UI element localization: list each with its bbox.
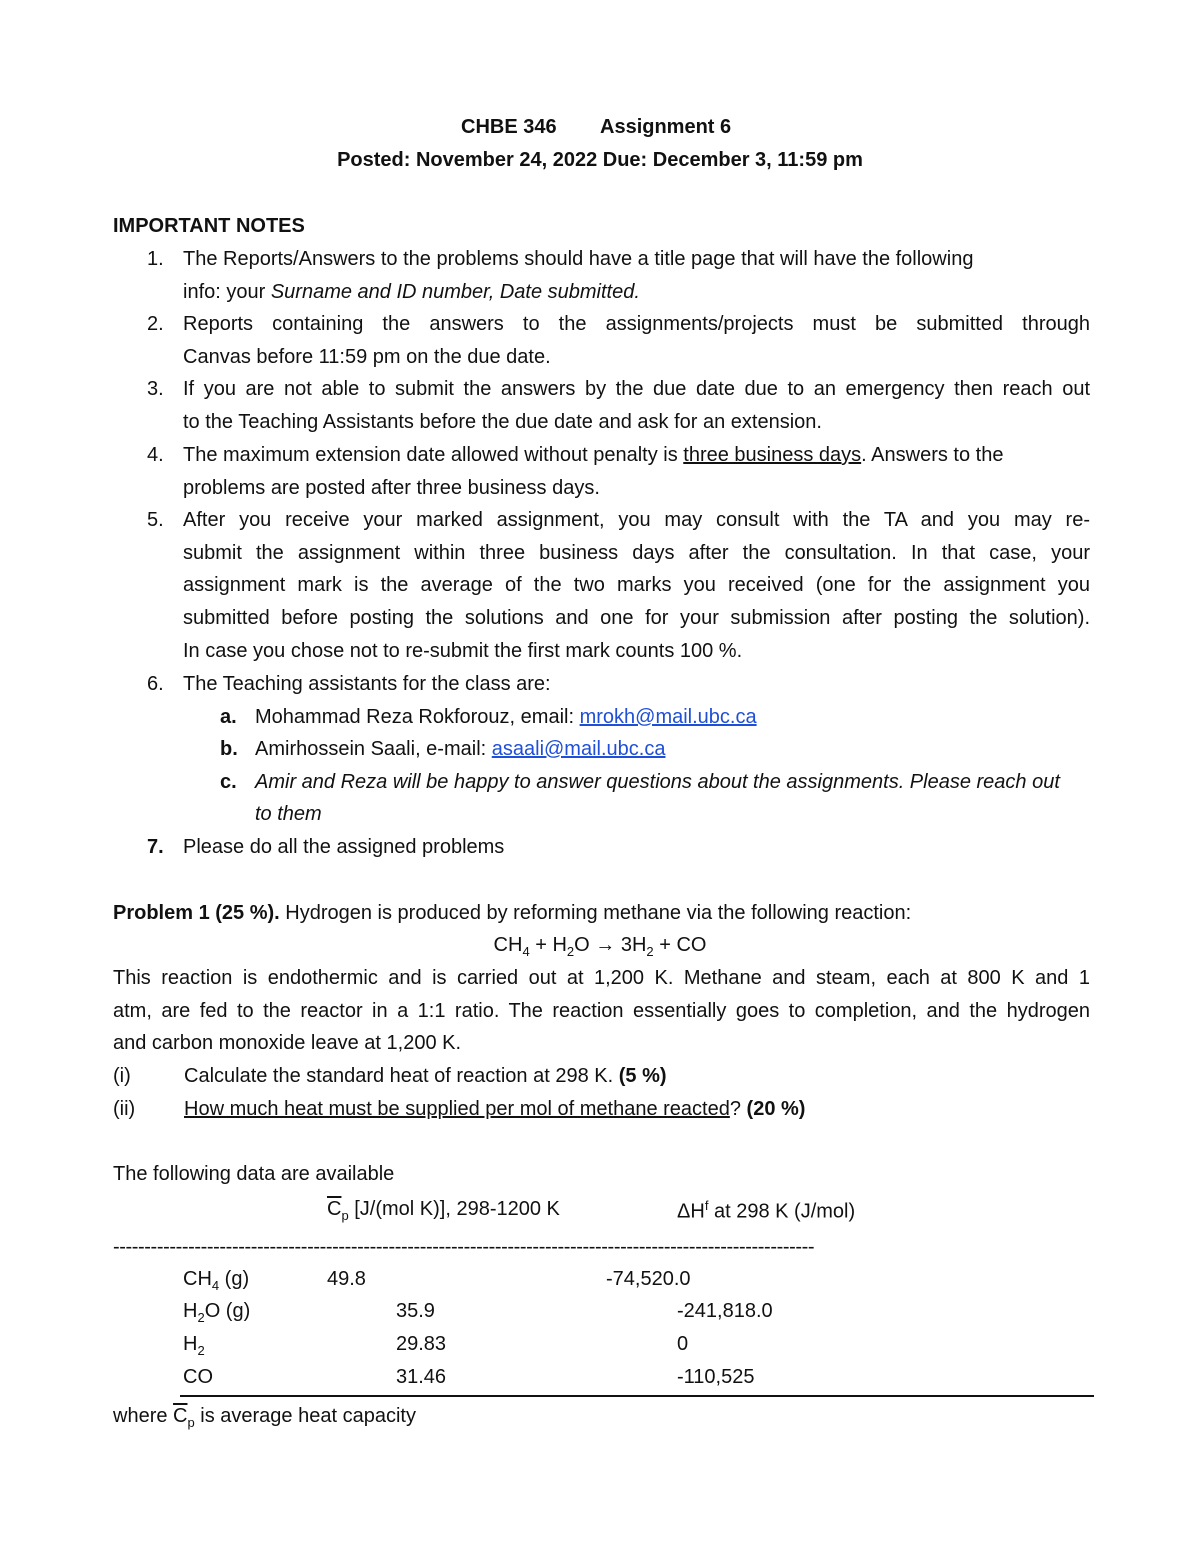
where-cp-sub: p — [187, 1415, 195, 1430]
cp-symbol: $\overline{C}$ — [327, 1198, 342, 1220]
dh-symbol: ΔH — [677, 1200, 705, 1223]
ta-b-email-link[interactable]: asaali@mail.ubc.ca — [491, 738, 666, 760]
col-cp-header — [327, 1198, 560, 1223]
row-ch4-phase: (g) — [219, 1268, 250, 1290]
course-code: CHBE 346 — [461, 116, 557, 138]
note-1-info-fields: Surname and ID number, Date submitted. — [270, 281, 640, 303]
question-i-text: Calculate the standard heat of reaction at 298 K. — [184, 1065, 619, 1087]
eq-sub-2b: 2 — [646, 944, 654, 959]
note-1-info-label: info: your — [183, 281, 271, 303]
note-5-number: 5. — [147, 509, 164, 531]
eq-co: + CO — [653, 934, 707, 956]
note-3-line-2: to the Teaching Assistants before the due date and ask for an extension. — [183, 411, 822, 433]
row-h2o-formula: H — [183, 1300, 198, 1322]
row-ch4-formula: CH — [183, 1268, 212, 1290]
note-5-line-5: In case you chose not to re-submit the first mark counts 100 %. — [183, 640, 743, 662]
question-i-line — [184, 1065, 667, 1088]
row-h2-sub: 2 — [197, 1343, 205, 1358]
table-bottom-rule — [180, 1395, 1094, 1397]
note-3-number: 3. — [147, 378, 164, 400]
where-rest: is average heat capacity — [194, 1405, 416, 1427]
row-ch4-dh: -74,520.0 — [606, 1268, 691, 1290]
row-co-dh: -110,525 — [677, 1366, 755, 1388]
problem-1-line-3: and carbon monoxide leave at 1,200 K. — [113, 1032, 462, 1054]
note-3-line-1: If you are not able to submit the answers by the due date due to an emergency then reach out — [183, 378, 1090, 400]
dates-line: Posted: November 24, 2022 Due: December 3, 11:59 pm — [337, 149, 863, 171]
note-1-line-1: The Reports/Answers to the problems should have a title page that will have the following — [183, 248, 974, 270]
note-2-number: 2. — [147, 313, 164, 335]
dh-sup-f: f — [704, 1198, 709, 1213]
reaction-equation — [0, 934, 1200, 959]
cp-units: [J/(mol K)], 298-1200 K — [348, 1198, 560, 1220]
row-co-cp: 31.46 — [396, 1366, 447, 1388]
eq-o: O — [574, 934, 590, 956]
note-2-line-2: Canvas before 11:59 pm on the due date. — [183, 346, 551, 368]
question-ii-percent: (20 %) — [746, 1098, 806, 1120]
ta-c-line-2: to them — [255, 803, 322, 825]
note-5-line-3: assignment mark is the average of the two marks you received (one for the assignment you — [183, 574, 1090, 596]
problem-1-intro-text: Hydrogen is produced by reforming methane via the following reaction: — [279, 902, 912, 924]
assignment-title: Assignment 6 — [600, 116, 732, 138]
notes-heading: IMPORTANT NOTES — [113, 215, 305, 237]
note-7-number: 7. — [147, 836, 164, 858]
question-ii-mark: ? — [729, 1098, 747, 1120]
row-h2o-name — [183, 1300, 250, 1325]
dh-units: at 298 K (J/mol) — [708, 1200, 856, 1223]
dashed-divider: ---------------------------------------------------------------------------------------------------------------- — [113, 1236, 815, 1258]
question-i-percent: (5 %) — [618, 1065, 667, 1087]
ta-b-line — [255, 738, 665, 761]
note-4-line-1 — [183, 444, 1003, 467]
row-ch4-name — [183, 1268, 249, 1293]
eq-sub-2a: 2 — [566, 944, 575, 959]
col-dh-header — [677, 1198, 855, 1224]
note-2-line-1: Reports containing the answers to the assignments/projects must be submitted through — [183, 313, 1090, 335]
question-ii-line — [184, 1098, 805, 1121]
question-ii-number: (ii) — [113, 1098, 136, 1120]
ta-a-letter: a. — [220, 706, 237, 728]
note-7-line-1: Please do all the assigned problems — [183, 836, 505, 858]
ta-b-text: Amirhossein Saali, e-mail: — [255, 738, 492, 760]
row-co-name — [183, 1366, 213, 1391]
note-4-line-2: problems are posted after three business days. — [183, 477, 600, 499]
question-ii-text: How much heat must be supplied per mol of methane reacted — [184, 1098, 730, 1120]
problem-1-title: Problem 1 (25 %). — [113, 902, 280, 924]
note-5-line-2: submit the assignment within three business days after the consultation. In that case, your — [183, 542, 1090, 564]
ta-c-letter: c. — [220, 771, 237, 793]
note-4-text-c: . Answers to the — [861, 444, 1004, 466]
cp-sub-p: p — [341, 1208, 349, 1223]
ta-c-line-1: Amir and Reza will be happy to answer questions about the assignments. Please reach out — [255, 771, 1060, 793]
note-5-line-4: submitted before posting the solutions and one for your submission after posting the solution). — [183, 607, 1090, 629]
problem-1-line-1: This reaction is endothermic and is carried out at 1,200 K. Methane and steam, each at 800 K and 1 — [113, 967, 1090, 989]
where-cp-symbol: $\overline{C}$ — [173, 1405, 188, 1427]
question-i-number: (i) — [113, 1065, 131, 1087]
eq-plus-h: + H — [529, 934, 567, 956]
row-h2o-sub: 2 — [197, 1310, 205, 1325]
row-h2o-cp: 35.9 — [396, 1300, 435, 1322]
ta-a-line — [255, 706, 757, 729]
row-h2-dh: 0 — [677, 1333, 689, 1355]
note-5-line-1: After you receive your marked assignment, you may consult with the TA and you may re- — [183, 509, 1090, 531]
row-h2-cp: 29.83 — [396, 1333, 447, 1355]
row-h2-formula: H — [183, 1333, 198, 1355]
row-h2o-dh: -241,818.0 — [677, 1300, 773, 1322]
note-1-number: 1. — [147, 248, 164, 270]
note-6-number: 6. — [147, 673, 164, 695]
note-6-line-1: The Teaching assistants for the class are: — [183, 673, 551, 695]
note-4-text-a: The maximum extension date allowed without penalty is — [183, 444, 684, 466]
eq-3h: 3H — [620, 934, 647, 956]
where-line — [113, 1405, 416, 1430]
note-4-underlined: three business days — [683, 444, 862, 466]
eq-arrow: → — [589, 934, 621, 956]
problem-1-intro — [113, 902, 911, 925]
eq-sub-4: 4 — [522, 944, 530, 959]
row-h2o-phase: O (g) — [204, 1300, 251, 1322]
where-text: where — [113, 1405, 174, 1427]
problem-1-line-2: atm, are fed to the reactor in a 1:1 ratio. The reaction essentially goes to completion, and the hydrogen — [113, 1000, 1090, 1022]
eq-ch: CH — [493, 934, 523, 956]
ta-b-letter: b. — [220, 738, 238, 760]
note-1-line-2 — [183, 281, 640, 304]
ta-a-text: Mohammad Reza Rokforouz, email: — [255, 706, 580, 728]
ta-a-email-link[interactable]: mrokh@mail.ubc.ca — [579, 706, 757, 728]
row-ch4-sub: 4 — [211, 1278, 220, 1293]
note-4-number: 4. — [147, 444, 164, 466]
row-co-formula: CO — [183, 1366, 213, 1388]
row-ch4-cp: 49.8 — [327, 1268, 366, 1290]
data-intro: The following data are available — [113, 1163, 395, 1185]
row-h2-name — [183, 1333, 205, 1358]
